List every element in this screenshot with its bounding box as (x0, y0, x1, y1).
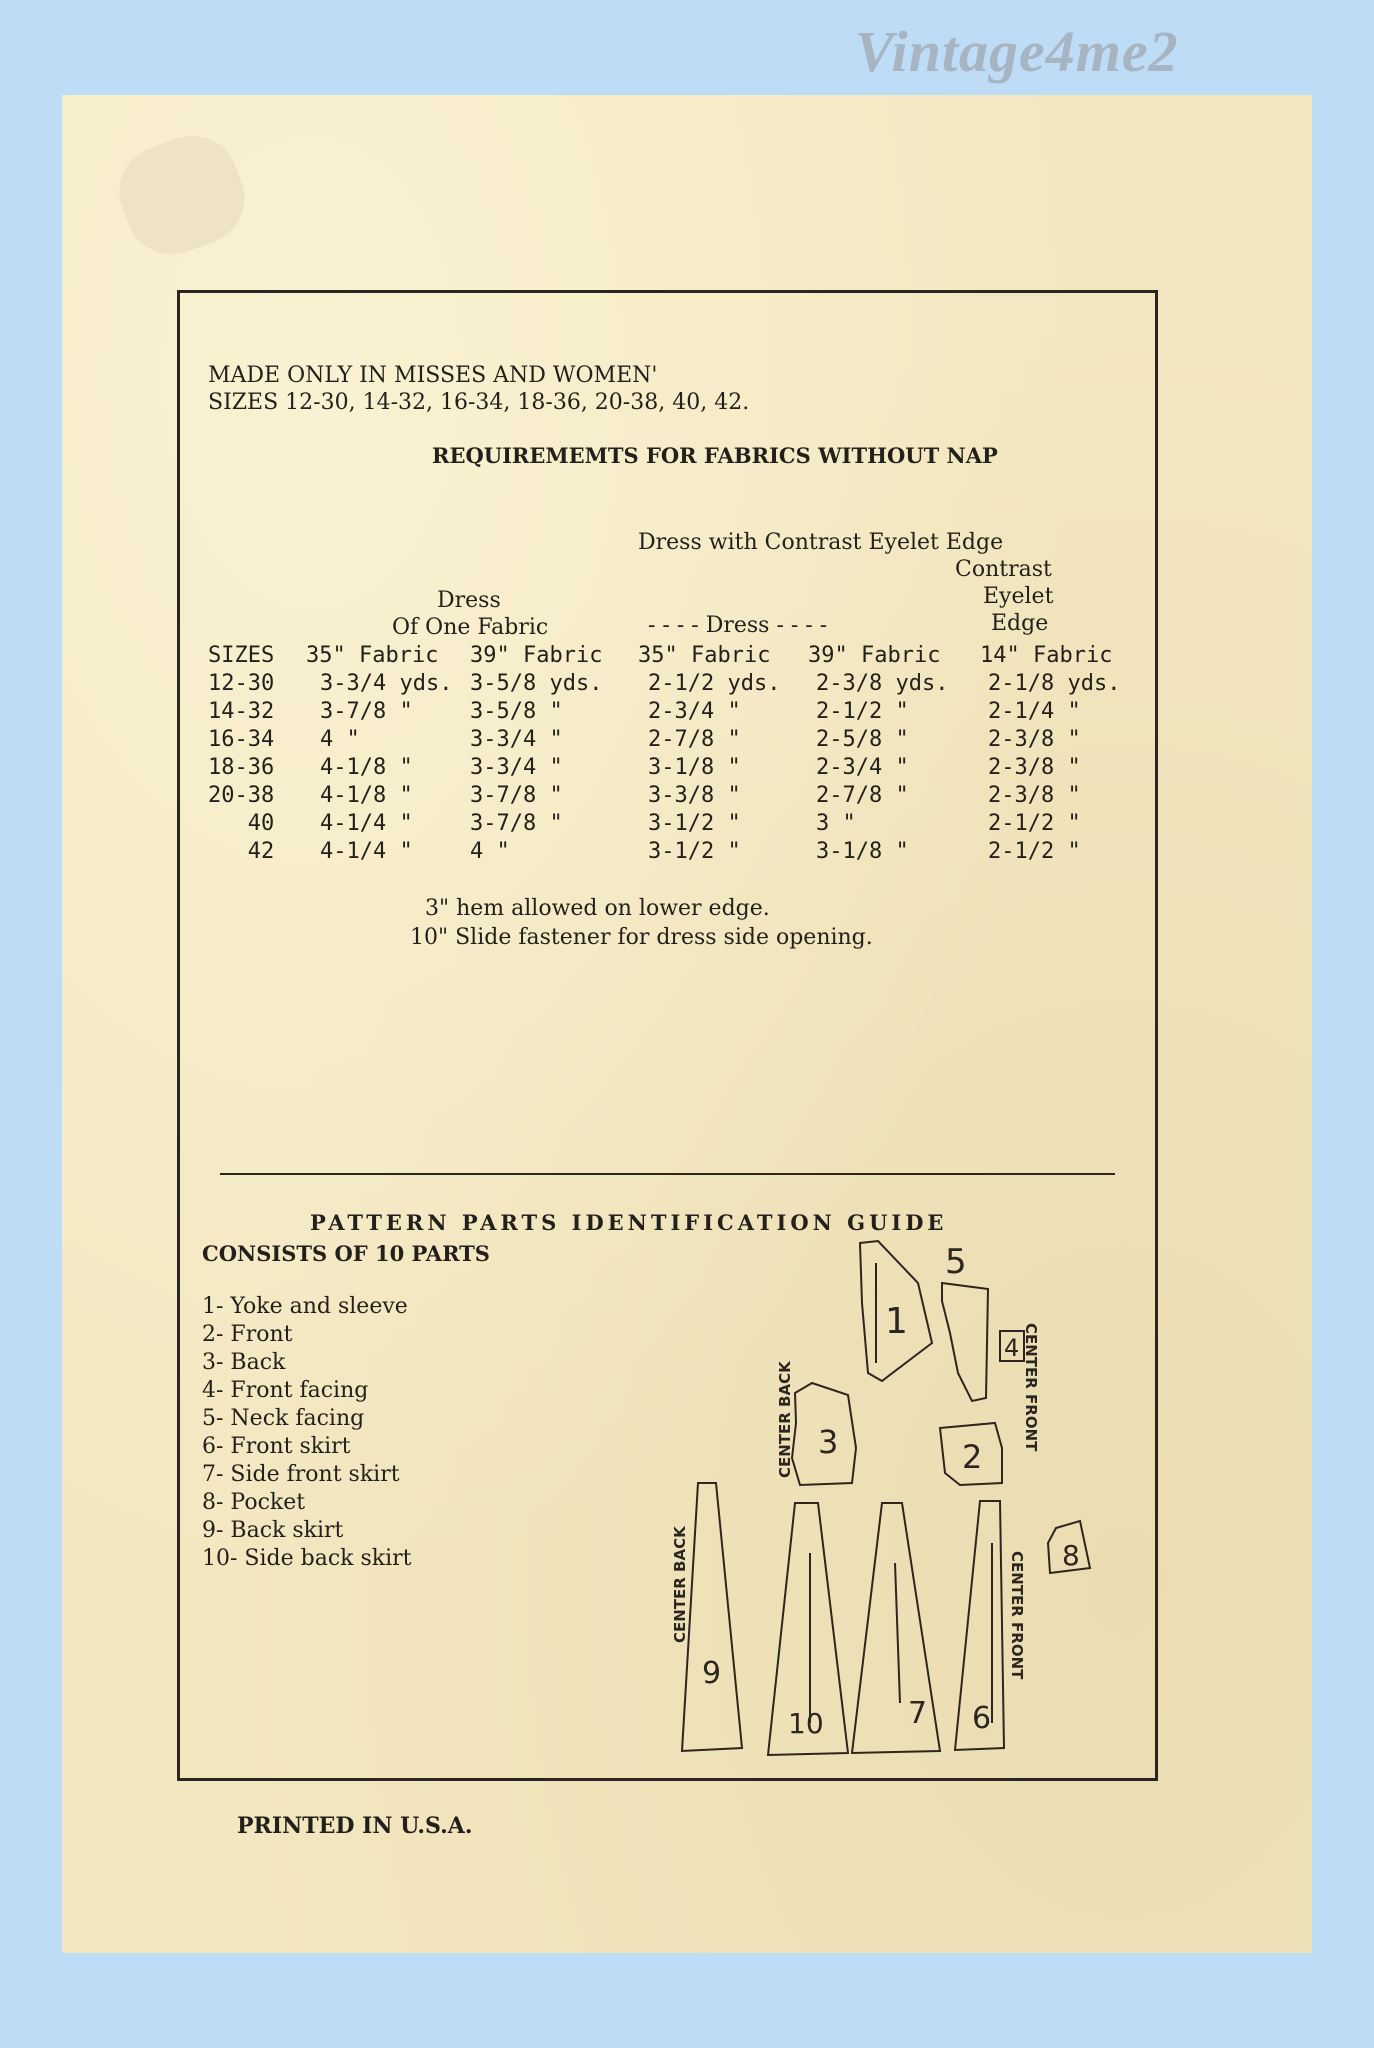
table-row (180, 811, 1155, 839)
cell-value: 2-1/2 yds. (648, 671, 781, 696)
list-item: 2- Front (202, 1322, 293, 1347)
piece-number-9: 9 (702, 1656, 722, 1691)
piece-number-2: 2 (962, 1438, 983, 1476)
center-front-label-upper: CENTER FRONT (1022, 1323, 1040, 1452)
cell-value: 2-3/8 " (988, 727, 1081, 752)
header-line-2: SIZES 12-30, 14-32, 16-34, 18-36, 20-38, 40, 42. (208, 390, 750, 415)
cell-value: 2-1/2 " (816, 699, 909, 724)
contrast-sub-3: Edge (991, 611, 1049, 636)
cell-value: 2-1/4 " (988, 699, 1081, 724)
dress-dash-header: - - - - Dress - - - - (648, 613, 828, 638)
piece-number-8: 8 (1062, 1539, 1080, 1572)
list-item: 6- Front skirt (202, 1434, 351, 1459)
piece-number-7: 7 (908, 1696, 928, 1731)
table-row (180, 755, 1155, 783)
cell-value: 4-1/8 " (320, 755, 413, 780)
table-row (180, 699, 1155, 727)
cell-size: 42 (208, 839, 275, 864)
cell-value: 2-5/8 " (816, 727, 909, 752)
col-39-one: 39" Fabric (470, 643, 603, 668)
printed-in-usa: PRINTED IN U.S.A. (237, 1813, 473, 1839)
table-row (180, 671, 1155, 699)
piece-number-4: 4 (1004, 1334, 1020, 1362)
table-row (180, 783, 1155, 811)
pattern-envelope-back (62, 95, 1312, 1953)
cell-value: 2-7/8 " (648, 727, 741, 752)
col-35-contrast: 35" Fabric (638, 643, 771, 668)
contrast-sub-1: Contrast (955, 557, 1052, 582)
col-39-contrast: 39" Fabric (808, 643, 941, 668)
one-fabric-sub: Of One Fabric (392, 615, 549, 640)
cell-value: 3-1/8 " (648, 755, 741, 780)
cell-value: 3-7/8 " (320, 699, 413, 724)
cell-value: 3-1/2 " (648, 811, 741, 836)
cell-value: 2-3/8 " (988, 755, 1081, 780)
table-row (180, 727, 1155, 755)
header-line-1: MADE ONLY IN MISSES AND WOMEN' (208, 363, 658, 388)
pattern-pieces-diagram (620, 1223, 1110, 1763)
piece-number-6: 6 (972, 1701, 992, 1736)
cell-size: 18-36 (208, 755, 275, 780)
cell-value: 2-3/4 " (648, 699, 741, 724)
cell-value: 2-1/2 " (988, 811, 1081, 836)
watermark-logo: Vintage4me2 (855, 19, 1179, 84)
list-item: 5- Neck facing (202, 1406, 365, 1431)
cell-value: 2-7/8 " (816, 783, 909, 808)
one-fabric-title: Dress (437, 588, 501, 613)
cell-value: 3 " (816, 811, 856, 836)
piece-number-1: 1 (885, 1301, 908, 1342)
cell-value: 3-1/2 " (648, 839, 741, 864)
piece-5-neck-facing (942, 1283, 988, 1401)
list-item: 4- Front facing (202, 1378, 369, 1403)
list-item: 1- Yoke and sleeve (202, 1294, 408, 1319)
list-item: 8- Pocket (202, 1490, 306, 1515)
cell-value: 3-3/8 " (648, 783, 741, 808)
requirements-title: REQUIREMEMTS FOR FABRICS WITHOUT NAP (432, 443, 998, 468)
center-back-label-lower: CENTER BACK (671, 1526, 689, 1643)
cell-value: 3-3/4 " (470, 727, 563, 752)
cell-value: 2-3/8 yds. (816, 671, 949, 696)
content-frame (177, 290, 1158, 1781)
contrast-sub-2: Eyelet (983, 584, 1054, 609)
cell-value: 3-3/4 yds. (320, 671, 453, 696)
piece-number-10: 10 (788, 1707, 824, 1740)
table-header-row (180, 643, 1155, 671)
cell-size: 40 (208, 811, 275, 836)
cell-value: 2-3/8 " (988, 783, 1081, 808)
col-35-one: 35" Fabric (306, 643, 439, 668)
table-row (180, 839, 1155, 867)
cell-value: 4-1/4 " (320, 839, 413, 864)
piece-number-5: 5 (945, 1242, 967, 1282)
section-divider (220, 1173, 1115, 1175)
list-item: 10- Side back skirt (202, 1546, 412, 1571)
cell-size: 20-38 (208, 783, 275, 808)
hem-note: 3" hem allowed on lower edge. (425, 896, 770, 921)
list-item: 7- Side front skirt (202, 1462, 400, 1487)
cell-size: 14-32 (208, 699, 275, 724)
cell-value: 2-3/4 " (816, 755, 909, 780)
piece-9-back-skirt (682, 1483, 742, 1751)
cell-size: 16-34 (208, 727, 275, 752)
cell-value: 4-1/8 " (320, 783, 413, 808)
center-back-label-upper: CENTER BACK (776, 1361, 794, 1478)
cell-value: 3-5/8 " (470, 699, 563, 724)
contrast-group-title: Dress with Contrast Eyelet Edge (638, 530, 1004, 555)
paper-stain (107, 123, 257, 267)
cell-value: 3-7/8 " (470, 783, 563, 808)
col-14-eyelet: 14" Fabric (980, 643, 1113, 668)
cell-value: 3-7/8 " (470, 811, 563, 836)
cell-value: 4-1/4 " (320, 811, 413, 836)
center-front-label-lower: CENTER FRONT (1008, 1551, 1026, 1680)
fastener-note: 10" Slide fastener for dress side opening. (410, 925, 873, 950)
guide-title: PATTERN PARTS IDENTIFICATION GUIDE (310, 1210, 948, 1235)
cell-size: 12-30 (208, 671, 275, 696)
piece-number-3: 3 (818, 1423, 839, 1461)
cell-value: 4 " (470, 839, 510, 864)
cell-value: 3-3/4 " (470, 755, 563, 780)
cell-value: 2-1/8 yds. (988, 671, 1121, 696)
parts-count: CONSISTS OF 10 PARTS (202, 1241, 490, 1266)
cell-value: 2-1/2 " (988, 839, 1081, 864)
cell-value: 3-1/8 " (816, 839, 909, 864)
cell-value: 4 " (320, 727, 360, 752)
col-sizes: SIZES (208, 643, 275, 668)
list-item: 9- Back skirt (202, 1518, 344, 1543)
cell-value: 3-5/8 yds. (470, 671, 603, 696)
parts-list (202, 1293, 411, 1573)
list-item: 3- Back (202, 1350, 286, 1375)
